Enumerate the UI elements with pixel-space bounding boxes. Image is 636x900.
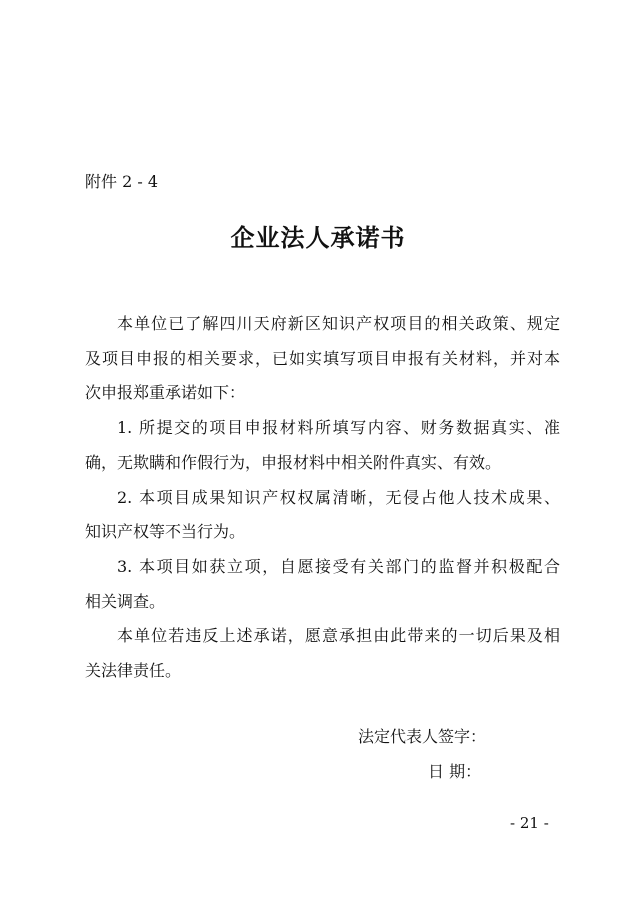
- signature-label: 法定代表人签字：: [358, 727, 487, 746]
- text-line: 2. 本项目成果知识产权权属清晰，无侵占他人技术成果、: [117, 487, 560, 507]
- text-line: 3. 本项目如获立项，自愿接受有关部门的监督并积极配合: [117, 556, 560, 576]
- text-line: 相关调查。: [85, 591, 166, 611]
- text-line: 及项目申报的相关要求，已如实填写项目申报有关材料，并对本: [85, 348, 560, 368]
- paragraph-item-1: [85, 411, 560, 480]
- text-line: 本单位若违反上述承诺，愿意承担由此带来的一切后果及相: [117, 626, 560, 646]
- paragraph-intro: [85, 307, 560, 411]
- date-label: 日 期：: [428, 762, 482, 781]
- text-line: 次申报郑重承诺如下：: [85, 383, 246, 403]
- text-line: 本单位已了解四川天府新区知识产权项目的相关政策、规定: [117, 314, 560, 333]
- text-line: 知识产权等不当行为。: [85, 522, 246, 542]
- attachment-label: 附件 2 - 4: [85, 172, 159, 191]
- paragraph-item-2: [85, 481, 560, 550]
- document-body: [85, 307, 560, 689]
- document-title: 企业法人承诺书: [230, 223, 406, 252]
- paragraph-closing: [85, 619, 560, 688]
- text-line: 确，无欺瞒和作假行为，申报材料中相关附件真实、有效。: [85, 452, 502, 472]
- text-line: 关法律责任。: [85, 661, 182, 681]
- paragraph-item-3: [85, 550, 560, 619]
- page-number: - 21 -: [510, 814, 549, 832]
- text-line: 1. 所提交的项目申报材料所填写内容、财务数据真实、准: [117, 418, 560, 438]
